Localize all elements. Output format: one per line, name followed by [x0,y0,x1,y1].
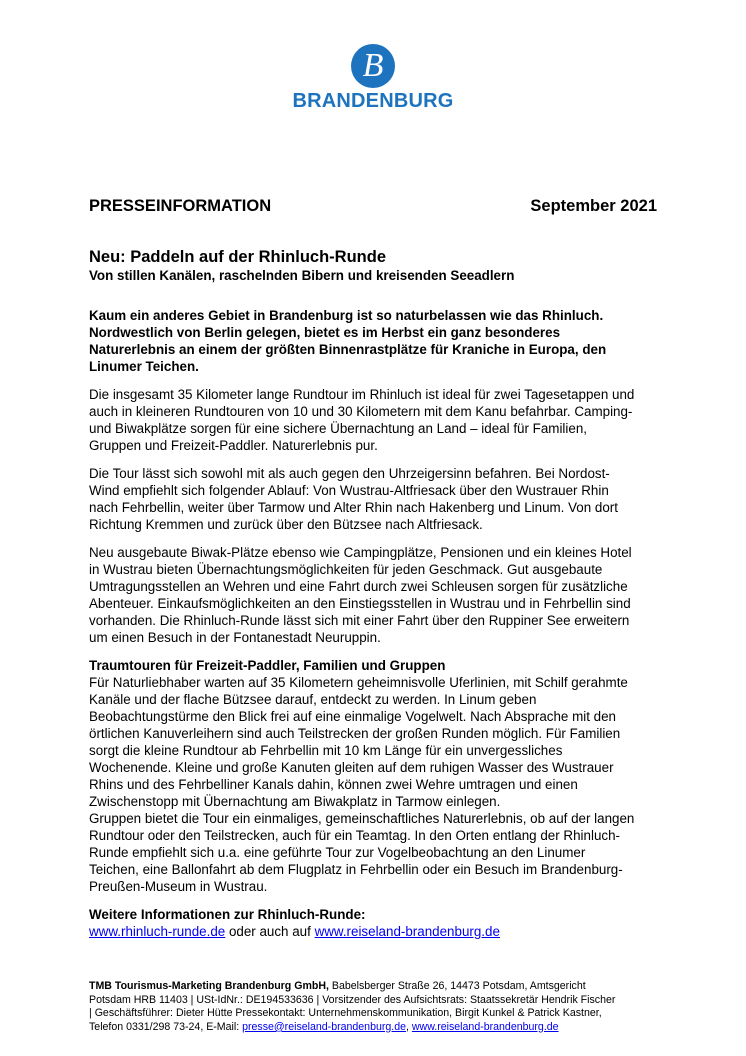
text-line: Neu ausgebaute Biwak-Plätze ebenso wie Campingplätze, Pensionen und ein kleines Hotel [89,545,632,560]
paragraph [89,386,669,454]
text-line: um einen Besuch in der Fontanestadt Neuruppin. [89,630,381,645]
text-line: vorhanden. Die Rhinluch-Runde lässt sich mit einer Fahrt über den Ruppiner See erweitern [89,613,630,628]
footer-sep: , [406,1020,412,1033]
more-info-heading: Weitere Informationen zur Rhinluch-Runde: [89,907,366,922]
brandenburg-logo [292,44,454,113]
text-line: Gruppen und Freizeit-Paddler. Naturerlebnis pur. [89,438,378,453]
text-line: Kaum ein anderes Gebiet in Brandenburg ist so naturbelassen wie das Rhinluch. [89,308,604,323]
text-line: Gruppen bietet die Tour ein einmaliges, gemeinschaftliches Naturerlebnis, ob auf der langen [89,811,635,826]
reiseland-link[interactable]: www.reiseland-brandenburg.de [314,924,500,939]
paragraph [89,465,669,533]
company-name: TMB Tourismus-Marketing Brandenburg GmbH, [89,980,329,992]
text-line: Rhins und des Fehrbelliner Kanals dahin, können zwei Wehre umtragen und einen [89,777,578,792]
page-subtitle: Von stillen Kanälen, raschelnden Bibern und kreisenden Seeadlern [89,268,515,283]
text-line: Nordwestlich von Berlin gelegen, bietet es im Herbst ein ganz besonderes [89,325,561,340]
text-line: Preußen-Museum in Wustrau. [89,879,268,894]
doc-date: September 2021 [530,197,657,215]
text-line: nach Fehrbellin, weiter über Tarmow und Alter Rhin nach Hakenberg und Linum. Von dort [89,500,618,515]
text-line: Richtung Kremmen und zurück über den Bützsee nach Altfriesack. [89,517,483,532]
rhinluch-link[interactable]: www.rhinluch-runde.de [89,924,226,939]
text-line: Abenteuer. Einkaufsmöglichkeiten an den Einstiegsstellen in Wustrau und in Fehrbellin sind [89,596,631,611]
document-header [89,197,657,216]
doc-type: PRESSEINFORMATION [89,197,272,215]
section-heading: Traumtouren für Freizeit-Paddler, Familien und Gruppen [89,658,446,673]
website-link[interactable]: www.reiseland-brandenburg.de [411,1020,559,1033]
text-line: Linumer Teichen. [89,359,199,374]
text-line: in Wustrau bieten Übernachtungsmöglichkeiten für jeden Geschmack. Gut ausgebaute [89,562,603,577]
text-line: Wochenende. Kleine und große Kanuten gleiten auf dem ruhigen Wasser des Wustrauer [89,760,614,775]
footer-line: | Geschäftsführer: Dieter Hütte Pressekontakt: Unternehmenskommunikation, Birgit Kunkel & Patrick Kastner, [89,1007,602,1020]
footer-contact: Telefon 0331/298 73-24, E-Mail: [89,1020,243,1033]
text-line: Die Tour lässt sich sowohl mit als auch gegen den Uhrzeigersinn befahren. Bei Nordost- [89,466,610,481]
text-line: Zwischenstopp mit Übernachtung am Biwakplatz in Tarmow einlegen. [89,794,501,809]
footer-line: Potsdam HRB 11403 | USt-IdNr.: DE194533636 | Vorsitzender des Aufsichtsrats: Staatssekretär Hendrik Fischer [89,993,616,1006]
text-line: Naturerlebnis an einem der größten Binnenrastplätze für Kraniche in Europa, den [89,342,607,357]
logo-text: BRANDENBURG [292,90,454,112]
text-line: auch in kleineren Rundtouren von 10 und 30 Kilometern mit dem Kanu befahrbar. Camping- [89,404,633,419]
text-line: Umtragungsstellen an Wehren und eine Fahrt durch zwei Schleusen sorgen für zusätzliche [89,579,628,594]
text-line: örtlichen Kanuverleihern sind auch Teilstrecken der großen Runden möglich. Für Familien [89,726,621,741]
footer-address: Babelsberger Straße 26, 14473 Potsdam, Amtsgericht [328,980,586,992]
email-link[interactable]: presse@reiseland-brandenburg.de [242,1020,407,1033]
footer [89,980,669,1034]
paragraph [89,544,669,646]
text-line: Beobachtungstürme den Blick frei auf eine einmalige Vogelwelt. Nach Absprache mit den [89,709,617,724]
text-line: sorgt die kleine Rundtour ab Fehrbellin mit 10 km Länge für ein unvergessliches [89,743,563,758]
link-separator: oder auch auf [225,924,315,939]
text-line: Rundtour oder den Teilstrecken, auch für ein Teamtag. In den Orten entlang der Rhinluch- [89,828,620,843]
text-line: Die insgesamt 35 Kilometer lange Rundtour im Rhinluch ist ideal für zwei Tagesetappen und [89,387,635,402]
intro-paragraph [89,307,669,375]
body-text [89,307,669,951]
text-line: Kanäle und der flache Bützsee darauf, entdeckt zu werden. In Linum geben [89,692,537,707]
text-line: Für Naturliebhaber warten auf 35 Kilometern geheimnisvolle Uferlinien, mit Schilf gerahmte [89,675,628,690]
page-title: Neu: Paddeln auf der Rhinluch-Runde [89,248,387,266]
text-line: Teichen, eine Ballonfahrt ab dem Flugplatz in Fehrbellin oder ein Besuch im Brandenburg- [89,862,623,877]
text-line: Runde empfiehlt sich u.a. eine geführte Tour zur Vogelbeobachtung an den Linumer [89,845,586,860]
logo-mark-icon: B [351,44,395,88]
more-info [89,906,669,940]
text-line: Wind empfiehlt sich folgender Ablauf: Von Wustrau-Altfriesack über den Wustrauer Rhin [89,483,609,498]
section-paragraph [89,674,669,895]
section [89,657,669,895]
text-line: und Biwakplätze sorgen für eine sichere Übernachtung an Land – ideal für Familien, [89,421,587,436]
